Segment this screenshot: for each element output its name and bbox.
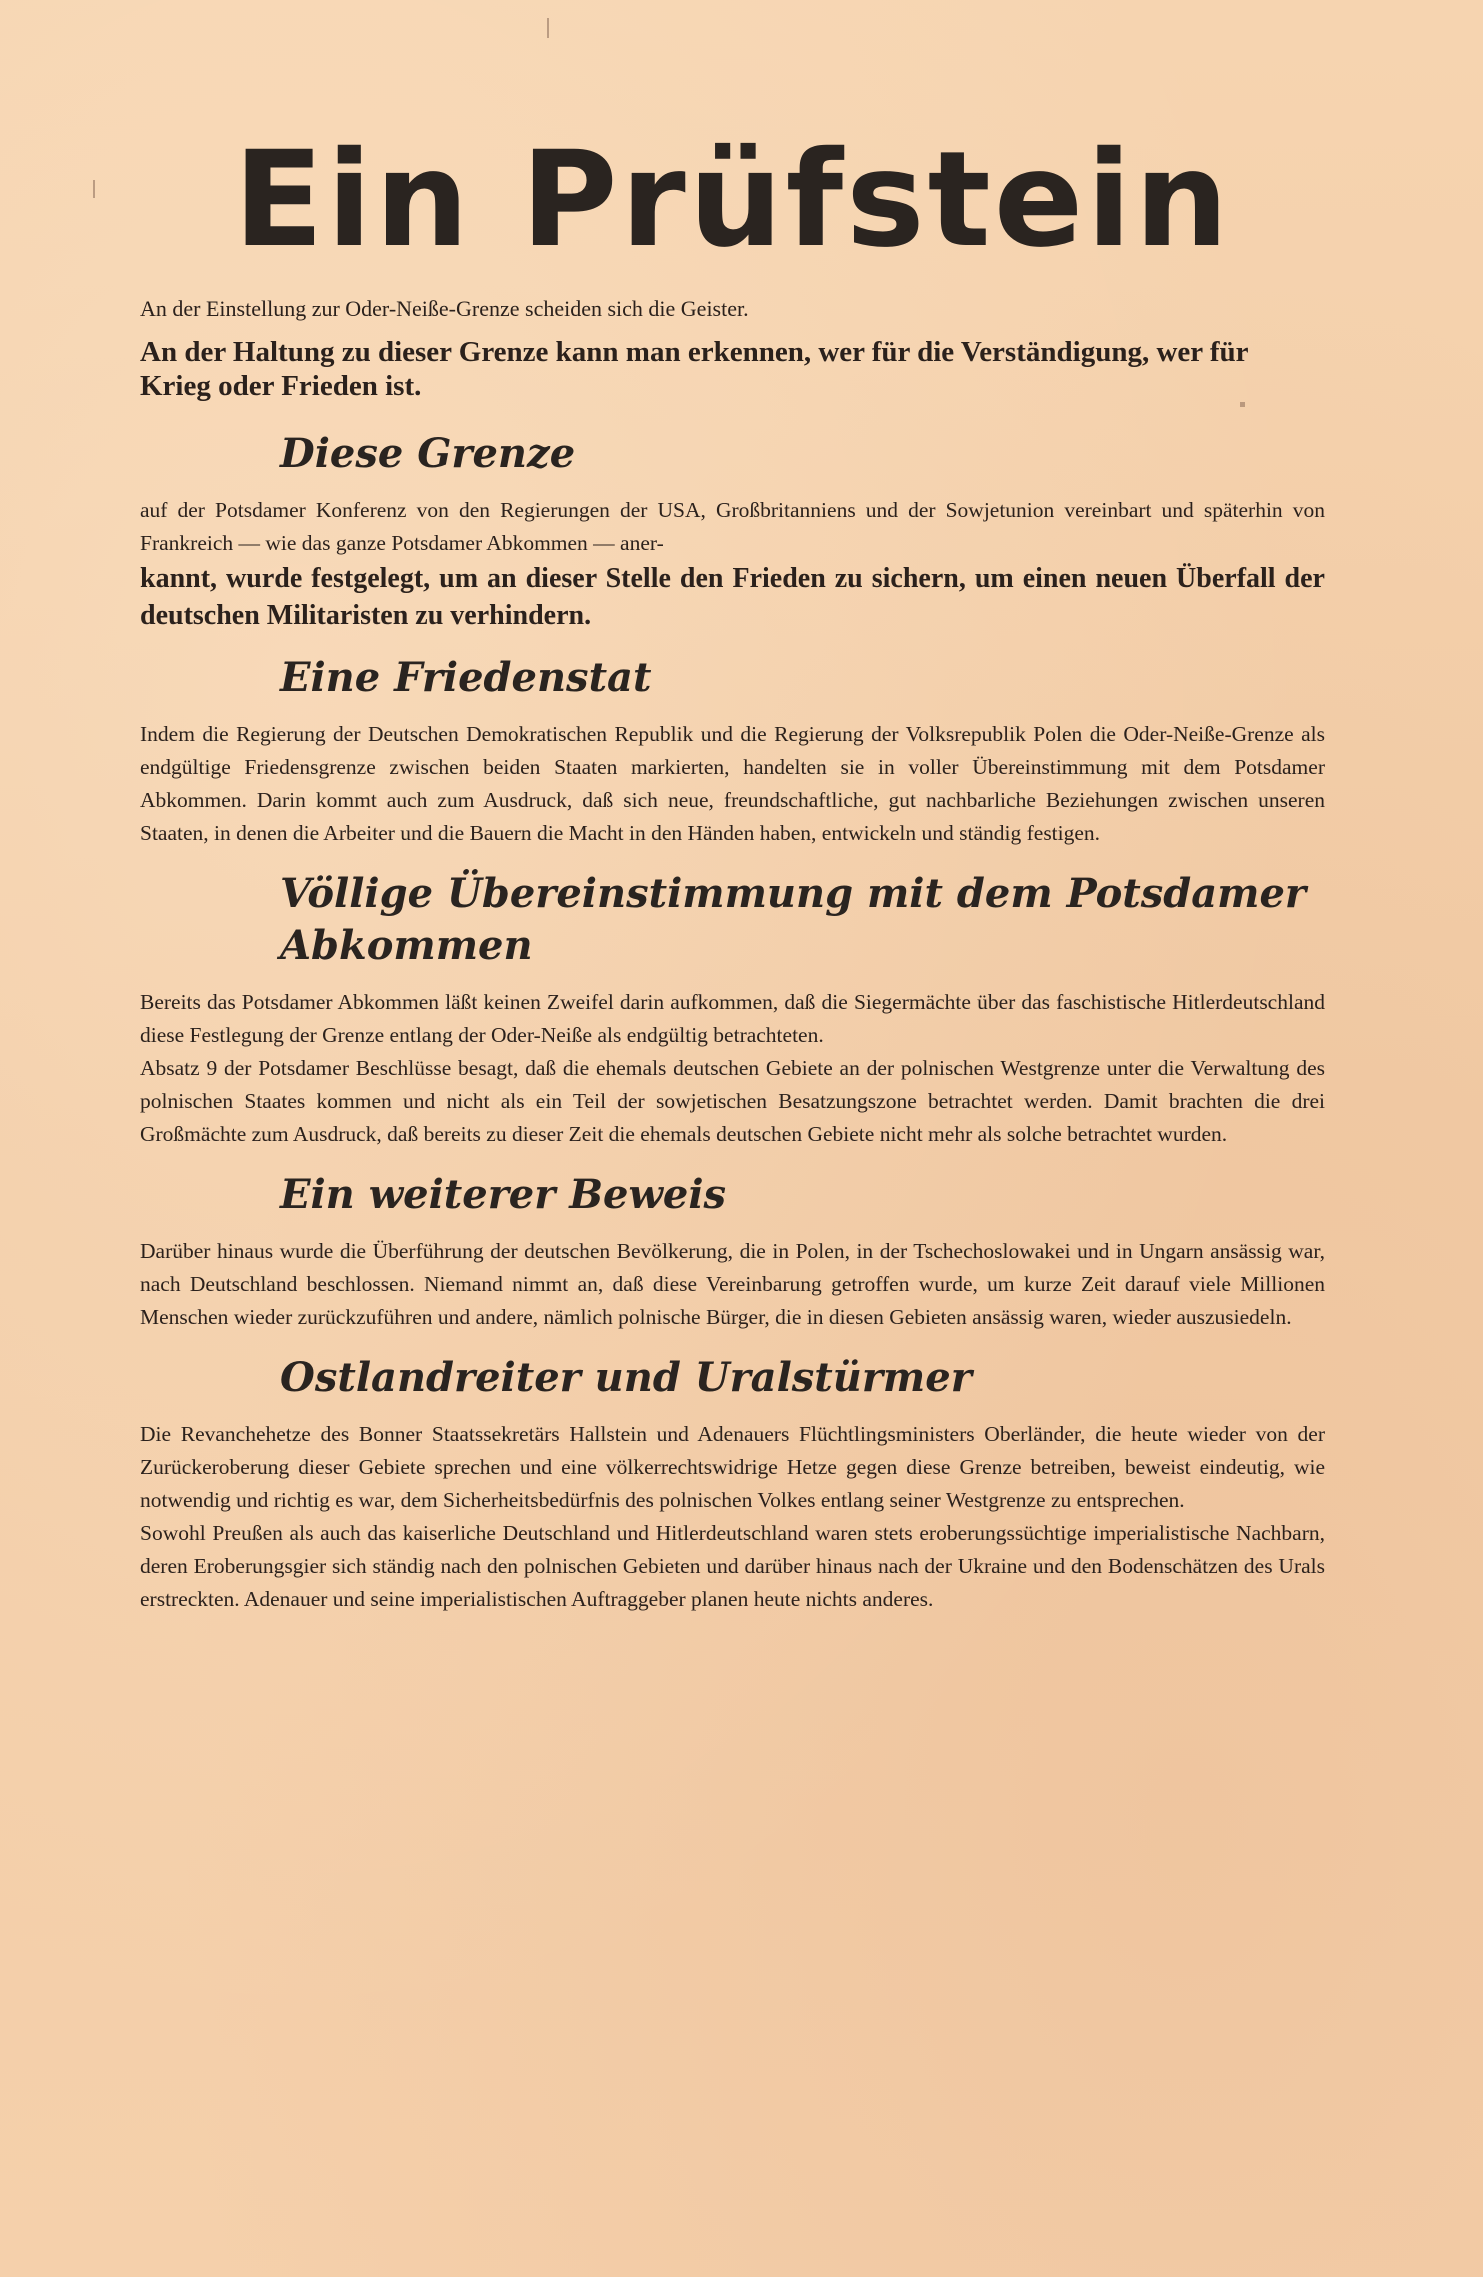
- section-voellige-uebereinstimmung: [140, 868, 1325, 1151]
- section-text: Bereits das Potsdamer Abkommen läßt keinen Zweifel darin aufkommen, daß die Siegermächte über das faschistische Hitlerdeutschland diese Festlegung der Grenze entlang der Oder-Neiße als endgültig betrachteten.: [140, 990, 1325, 1047]
- leaflet-content: [140, 125, 1325, 1622]
- section-text-2: Sowohl Preußen als auch das kaiserliche Deutschland und Hitlerdeutschland waren stets eroberungssüchtige imperialistische Nachbarn, deren Eroberungsgier sich ständig nach den polnischen Gebieten und darüber hinaus nach der Ukraine und den Bodenschätzen des Urals erstreckten. Adenauer und seine imperialistischen Auftraggeber planen heute nichts anderes.: [140, 1521, 1325, 1611]
- intro-line-1: An der Einstellung zur Oder-Neiße-Grenze scheiden sich die Geister.: [140, 296, 749, 321]
- section-eine-friedenstat: [140, 652, 1325, 850]
- section-text-bold: kannt, wurde festgelegt, um an dieser Stelle den Frieden zu sichern, um einen neuen Überfall der deutschen Militaristen zu verhindern.: [140, 563, 1325, 631]
- section-text: Indem die Regierung der Deutschen Demokratischen Republik und die Regierung der Volksrepublik Polen die Oder-Neiße-Grenze als endgültige Friedensgrenze zwischen beiden Staaten markierten, handelten sie in voller Übereinstimmung mit dem Potsdamer Abkommen. Darin kommt auch zum Ausdruck, daß sich neue, freundschaftliche, gut nachbarliche Beziehungen zwischen unseren Staaten, in denen die Arbeiter und die Bauern die Macht in den Händen haben, entwickeln und ständig festigen.: [140, 722, 1325, 845]
- section-text: Die Revanchehetze des Bonner Staatssekretärs Hallstein und Adenauers Flüchtlingsministers Oberländer, die heute wieder von der Zurückeroberung dieser Gebiete sprechen und eine völkerrechtswidrige Hetze gegen diese Grenze betreiben, beweist eindeutig, wie notwendig und richtig es war, dem Sicherheitsbedürfnis des polnischen Volkes entlang seiner Westgrenze zu entsprechen.: [140, 1422, 1325, 1512]
- section-heading: Eine Friedenstat: [280, 654, 652, 701]
- section-heading: Ostlandreiter und Uralstürmer: [280, 1354, 972, 1401]
- section-text-2: Absatz 9 der Potsdamer Beschlüsse besagt, daß die ehemals deutschen Gebiete an der polnischen Westgrenze unter die Verwaltung des polnischen Staates kommen und nicht als ein Teil der sowjetischen Besatzungszone betrachtet werden. Damit brachten die drei Großmächte zum Ausdruck, daß bereits zu dieser Zeit die ehemals deutschen Gebiete nicht mehr als solche betrachtet wurden.: [140, 1056, 1325, 1146]
- print-speck: [93, 180, 95, 198]
- intro-line-2: An der Haltung zu dieser Grenze kann man erkennen, wer für die Verständigung, wer für Krieg oder Frieden ist.: [140, 336, 1248, 402]
- section-heading: Diese Grenze: [280, 430, 576, 477]
- section-heading: Völlige Übereinstimmung mit dem Potsdamer Abkommen: [280, 870, 1306, 969]
- section-diese-grenze: [140, 428, 1325, 634]
- section-text: Darüber hinaus wurde die Überführung der deutschen Bevölkerung, die in Polen, in der Tschechoslowakei und in Ungarn ansässig war, nach Deutschland beschlossen. Niemand nimmt an, daß diese Vereinbarung getroffen wurde, um kurze Zeit darauf viele Millionen Menschen wieder zurückzuführen und andere, nämlich polnische Bürger, die in diesen Gebieten ansässig waren, wieder auszusiedeln.: [140, 1239, 1325, 1329]
- section-heading: Ein weiterer Beweis: [280, 1171, 727, 1218]
- print-speck: [547, 18, 549, 38]
- section-text: auf der Potsdamer Konferenz von den Regierungen der USA, Großbritanniens und der Sowjetunion vereinbart und späterhin von Frankreich — wie das ganze Potsdamer Abkommen — aner-: [140, 498, 1325, 555]
- section-ein-weiterer-beweis: [140, 1169, 1325, 1334]
- page-title: Ein Prüfstein: [233, 123, 1232, 277]
- section-ostlandreiter: [140, 1352, 1325, 1616]
